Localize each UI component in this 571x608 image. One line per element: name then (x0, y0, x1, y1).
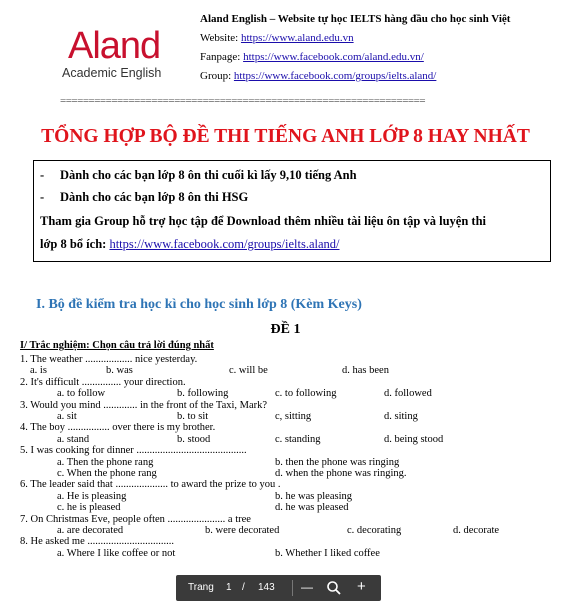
question-2: 2. It's difficult ............... your direction. (20, 376, 186, 388)
fanpage-line (200, 48, 510, 67)
option: b. to sit (177, 411, 209, 422)
option: a. stand (57, 433, 90, 445)
logo-tagline: Academic English (62, 66, 162, 80)
zoom-out-button[interactable]: — (301, 580, 313, 594)
option: b. Whether I liked coffee (275, 547, 380, 559)
zoom-in-button[interactable]: + (357, 578, 366, 595)
question-2-options (20, 388, 560, 399)
option: b. he was pleasing (275, 490, 352, 502)
option: c, sitting (275, 411, 312, 422)
bullet-1: - Dành cho các bạn lớp 8 ôn thi cuối kì lấy 9,10 tiếng Anh (40, 168, 357, 182)
exam-title: ĐỀ 1 (270, 322, 301, 337)
magnifier-icon[interactable] (326, 580, 342, 596)
pdf-page-toolbar (176, 575, 381, 601)
option: b. following (177, 388, 229, 400)
option: d. siting (384, 411, 418, 422)
header-title: Aland English – Website tự học IELTS hàng đầu cho học sinh Việt (200, 13, 511, 25)
question-5-options-row-2 (20, 468, 560, 479)
option: b. were decorated (205, 524, 280, 536)
option: c. will be (229, 365, 268, 377)
question-3-options (20, 411, 560, 422)
main-title: TỔNG HỢP BỘ ĐỀ THI TIẾNG ANH LỚP 8 HAY NHẤT (41, 126, 530, 147)
question-4-options (20, 434, 560, 445)
option: a. are decorated (57, 524, 124, 536)
paragraph-line-2 (40, 233, 544, 256)
question-8: 8. He asked me ................................. (20, 536, 174, 548)
part-title: I/ Trắc nghiệm: Chọn câu trả lời đúng nhất (20, 340, 214, 351)
bullet-2-text: Dành cho các bạn lớp 8 ôn thi HSG (60, 190, 249, 204)
quiz-questions (20, 354, 560, 559)
option: d. he was pleased (275, 502, 349, 514)
aland-logo (60, 22, 180, 82)
option: d. decorate (453, 524, 500, 536)
option: a. is (30, 365, 47, 377)
group-paragraph-link[interactable]: https://www.facebook.com/groups/ielts.aland/ (109, 237, 340, 251)
paragraph-line-1: Tham gia Group hỗ trợ học tập để Download thêm nhiều tài liệu ôn tập và luyện thi (40, 214, 486, 228)
header-separator: ================================================================ (60, 95, 426, 107)
question-1: 1. The weather .................. nice yesterday. (20, 354, 198, 365)
question-6-options-row-1 (20, 491, 560, 502)
toolbar-divider (292, 580, 293, 596)
option: b. was (106, 365, 133, 377)
option: c. decorating (347, 524, 402, 536)
bullet-2: - Dành cho các bạn lớp 8 ôn thi HSG (40, 190, 249, 204)
question-6-options-row-2 (20, 502, 560, 513)
option: d. when the phone was ringing. (275, 467, 407, 479)
paragraph-line-2-text: lớp 8 bổ ích: (40, 237, 107, 251)
option: a. Then the phone rang (57, 456, 154, 468)
option: c. standing (275, 433, 321, 445)
fanpage-label: Fanpage: (200, 51, 241, 63)
group-link[interactable]: https://www.facebook.com/groups/ielts.aland/ (233, 70, 437, 82)
group-label: Group: (200, 70, 232, 82)
option: c. he is pleased (57, 502, 121, 514)
question-6: 6. The leader said that .................... to award the prize to you . (20, 479, 281, 491)
question-5: 5. I was cooking for dinner .......................................... (20, 445, 247, 457)
option: d. being stood (384, 433, 444, 445)
document-header (200, 10, 510, 86)
option: a. to follow (57, 388, 106, 400)
question-7-options (20, 525, 560, 536)
option: a. Where I like coffee or not (57, 547, 176, 559)
group-line (200, 67, 510, 86)
question-1-options (20, 365, 560, 376)
option: c. to following (275, 388, 337, 400)
website-line (200, 29, 510, 48)
current-page-input[interactable]: 1 (226, 582, 232, 593)
option: c. When the phone rang (57, 467, 157, 479)
page-label: Trang (188, 582, 214, 593)
bullet-1-text: Dành cho các bạn lớp 8 ôn thi cuối kì lấy 9,10 tiếng Anh (60, 168, 357, 182)
option: b. stood (177, 433, 211, 445)
question-4: 4. The boy ................ over there is my brother. (20, 422, 216, 434)
option: a. He is pleasing (57, 490, 127, 502)
question-3: 3. Would you mind ............. in the front of the Taxi, Mark? (20, 399, 268, 411)
website-link[interactable]: https://www.aland.edu.vn (240, 32, 354, 44)
info-box (33, 160, 551, 262)
fanpage-link[interactable]: https://www.facebook.com/aland.edu.vn/ (243, 51, 424, 63)
page-slash: / (242, 582, 245, 593)
logo-word: Aland (68, 25, 161, 67)
question-7: 7. On Christmas Eve, people often ...................... a tree (20, 513, 251, 525)
website-label: Website: (200, 32, 239, 44)
option: d. has been (342, 365, 389, 377)
question-5-options-row-1 (20, 457, 560, 468)
question-8-options (20, 548, 560, 559)
option: d. followed (384, 388, 432, 400)
section-title: I. Bộ đề kiểm tra học kì cho học sinh lớp 8 (Kèm Keys) (36, 297, 362, 312)
option: a. sit (57, 411, 77, 422)
total-pages: 143 (258, 582, 275, 593)
group-paragraph (40, 210, 544, 256)
option: b. then the phone was ringing (275, 456, 400, 468)
